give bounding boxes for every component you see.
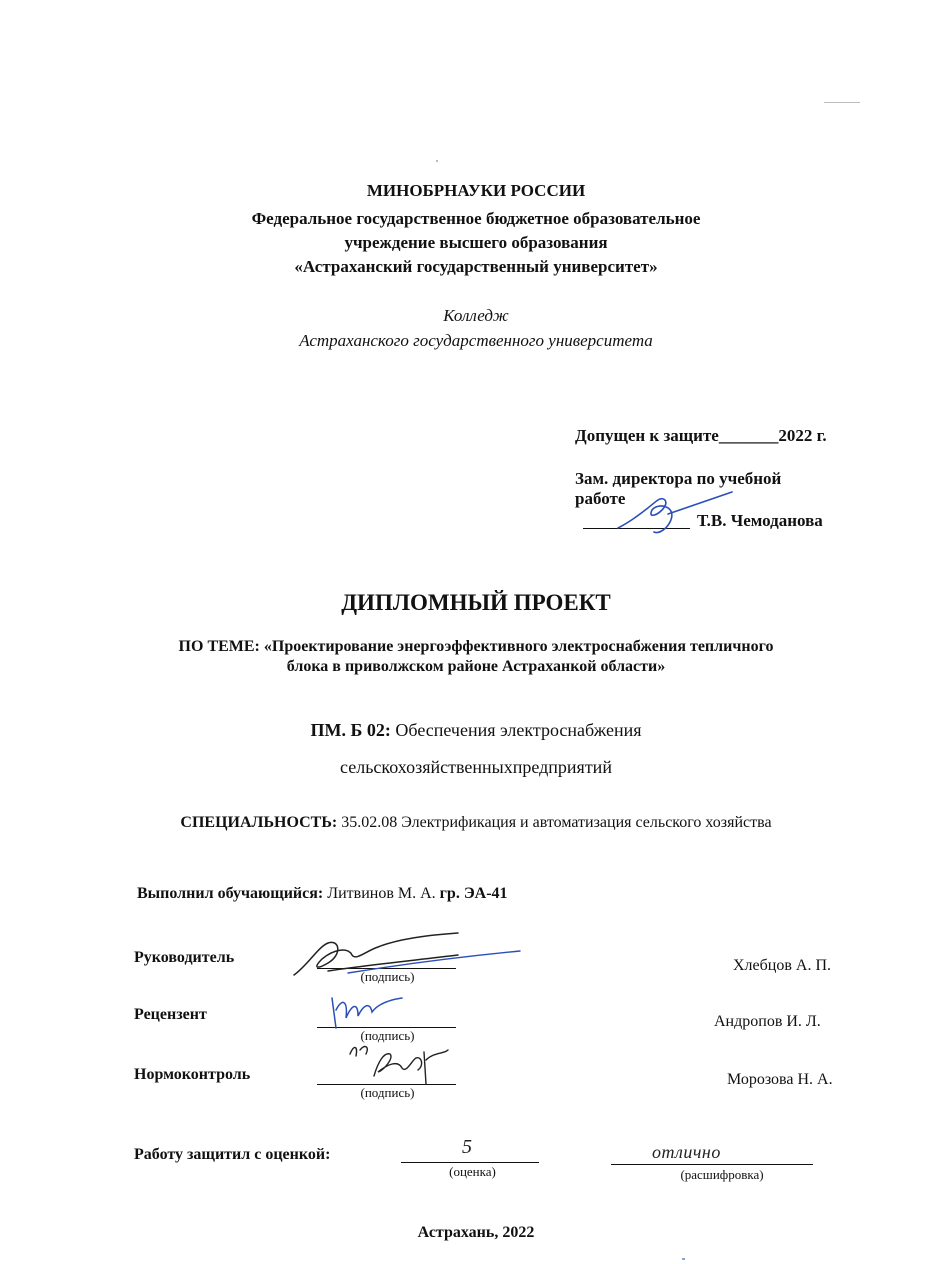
- student-label: Выполнил обучающийся:: [137, 885, 324, 902]
- normcontrol-signature-icon: [344, 1040, 454, 1086]
- institution-line2: учреждение высшего образования: [344, 233, 608, 252]
- college-line1: Колледж: [443, 306, 509, 325]
- transcript-line: [611, 1164, 813, 1165]
- reviewer-name: Андропов И. Л.: [714, 1013, 821, 1030]
- supervisor-name: Хлебцов А. П.: [733, 957, 832, 974]
- specialty-text: 35.02.08 Электрификация и автоматизация сельского хозяйства: [337, 814, 772, 831]
- student-group: гр. ЭА-41: [439, 885, 508, 902]
- grade-text-handwritten: отлично: [652, 1142, 721, 1162]
- student-line: [137, 885, 508, 903]
- normcontrol-signature-caption: (подпись): [360, 1085, 415, 1100]
- normcontrol-label: Нормоконтроль: [134, 1066, 251, 1083]
- admitted-to-defense: Допущен к защите_______2022 г.: [575, 426, 827, 445]
- college-line2: Астраханского государственного университета: [299, 331, 653, 350]
- deputy-director-position-line2: работе: [575, 489, 626, 508]
- module-text: Обеспечения электроснабжения: [390, 720, 642, 740]
- grade-handwritten: 5: [462, 1136, 472, 1158]
- institution-line1: Федеральное государственное бюджетное образовательное: [251, 209, 701, 228]
- scan-mark: [824, 102, 860, 103]
- transcript-caption: (расшифровка): [680, 1167, 764, 1182]
- deputy-director-position: Зам. директора по учебной: [575, 469, 782, 488]
- grade-caption: (оценка): [449, 1164, 496, 1179]
- student-name: Литвинов М. А.: [323, 885, 440, 902]
- grade-line: [401, 1162, 539, 1163]
- supervisor-signature-caption: (подпись): [360, 969, 415, 984]
- ministry-name: МИНОБРНАУКИ РОССИИ: [366, 181, 586, 200]
- supervisor-label: Руководитель: [134, 949, 235, 966]
- specialty-line: [0, 814, 952, 832]
- scan-mark: [682, 1258, 685, 1260]
- defense-label: Работу защитил с оценкой:: [134, 1146, 331, 1163]
- city-year: Астрахань, 2022: [417, 1224, 535, 1241]
- reviewer-signature-caption: (подпись): [360, 1028, 415, 1043]
- normcontrol-name: Морозова Н. А.: [727, 1071, 833, 1088]
- director-signature-line: [583, 528, 690, 529]
- topic-line2: блока в приволжском районе Астраханкой области»: [286, 658, 666, 675]
- document-title: ДИПЛОМНЫЙ ПРОЕКТ: [341, 590, 611, 615]
- university-name: «Астраханский государственный университет»: [294, 257, 658, 276]
- specialty-label: СПЕЦИАЛЬНОСТЬ:: [180, 814, 338, 831]
- reviewer-label: Рецензент: [134, 1006, 207, 1023]
- module-line1: [0, 720, 952, 741]
- topic-line1: ПО ТЕМЕ: «Проектирование энергоэффективного электроснабжения тепличного: [178, 638, 774, 655]
- module-line2: сельскохозяйственныхпредприятий: [340, 757, 612, 777]
- director-name: Т.В. Чемоданова: [697, 511, 823, 530]
- module-label: ПМ. Б 02:: [310, 720, 391, 740]
- scan-mark: [436, 160, 438, 162]
